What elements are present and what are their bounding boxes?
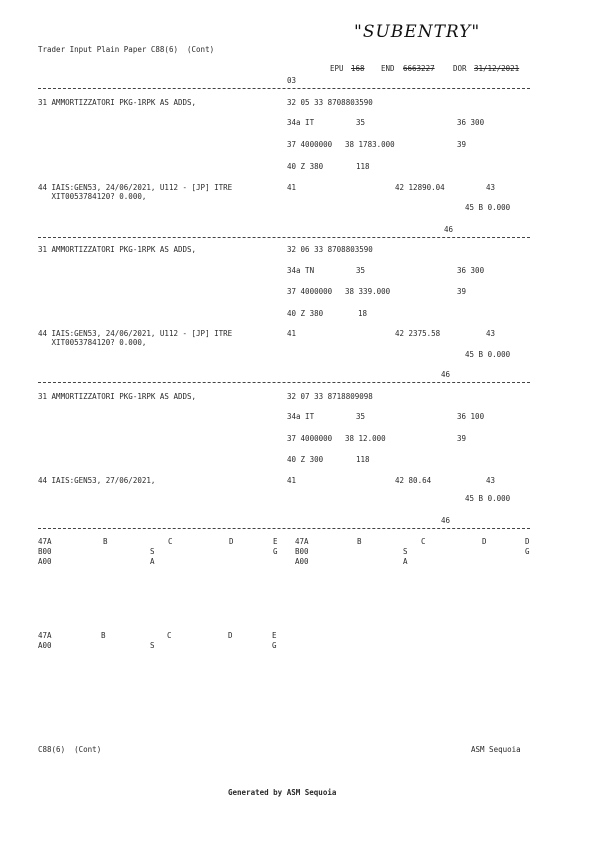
dor-label: DOR [453, 64, 467, 73]
commodity-code: 32 07 33 8718809098 [287, 392, 373, 401]
box-39: 39 [457, 140, 467, 149]
procedure-code: 37 4000000 [287, 140, 333, 149]
box-47-col-b: B [357, 537, 362, 546]
item-price: 42 12890.04 [395, 183, 445, 192]
box-36: 36 100 [457, 412, 485, 421]
box-36: 36 300 [457, 266, 485, 275]
procedure-code: 37 4000000 [287, 434, 333, 443]
additional-info-cont: XIT0053784120? 0.000, [38, 192, 147, 201]
box-39: 39 [457, 287, 467, 296]
net-mass: 38 339.000 [345, 287, 391, 296]
box-47-type: A00 [38, 641, 52, 650]
box-47-label: 47A [38, 537, 52, 546]
additional-info-cont: XIT0053784120? 0.000, [38, 338, 147, 347]
origin-country: 34a IT [287, 412, 315, 421]
net-mass: 38 12.000 [345, 434, 386, 443]
box-47-col-c: C [167, 631, 172, 640]
additional-info: 44 IAIS:GEN53, 24/06/2021, U112 - [JP] ITRE [38, 183, 233, 192]
separator-line [38, 382, 530, 383]
box-45: 45 B 0.000 [465, 203, 511, 212]
box-47-mop: S [150, 641, 155, 650]
box-47-g: G [273, 547, 278, 556]
box-47-type: B00 [38, 547, 52, 556]
form-footer-label: C88(6) (Cont) [38, 745, 102, 754]
origin-country: 34a IT [287, 118, 315, 127]
box-47-col-e: D [525, 537, 530, 546]
commodity-code: 32 06 33 8708803590 [287, 245, 373, 254]
net-mass: 38 1783.000 [345, 140, 395, 149]
generated-by-footer: Generated by ASM Sequoia [228, 788, 337, 797]
box-45: 45 B 0.000 [465, 350, 511, 359]
box-47-mop: S [403, 547, 408, 556]
item-description: 31 AMMORTIZZATORI PKG-1RPK AS ADDS, [38, 245, 197, 254]
box-35: 35 [356, 412, 366, 421]
box-47-mop: A [403, 557, 408, 566]
previous-document: 40 Z 380 [287, 309, 324, 318]
dor-value: 31/12/2021 [474, 64, 520, 73]
box-46: 46 [444, 225, 454, 234]
box-39: 39 [457, 434, 467, 443]
box-47-g: G [525, 547, 530, 556]
previous-document: 40 Z 380 [287, 162, 324, 171]
previous-document-ref: 18 [358, 309, 368, 318]
item-price: 42 2375.58 [395, 329, 441, 338]
field-03: 03 [287, 76, 297, 85]
box-47-col-b: B [103, 537, 108, 546]
end-label: END [381, 64, 395, 73]
box-47-col-d: D [228, 631, 233, 640]
box-46: 46 [441, 370, 451, 379]
box-43: 43 [486, 329, 496, 338]
item-price: 42 80.64 [395, 476, 432, 485]
box-47-col-c: C [421, 537, 426, 546]
page-title: Trader Input Plain Paper C88(6) (Cont) [38, 45, 215, 54]
commodity-code: 32 05 33 8708803590 [287, 98, 373, 107]
epu-value: 168 [351, 64, 365, 73]
box-41: 41 [287, 476, 297, 485]
separator-line [38, 237, 530, 238]
box-47-mop: S [150, 547, 155, 556]
box-47-col-c: C [168, 537, 173, 546]
separator-line [38, 88, 530, 89]
additional-info: 44 IAIS:GEN53, 27/06/2021, [38, 476, 156, 485]
box-46: 46 [441, 516, 451, 525]
box-47-type: A00 [38, 557, 52, 566]
procedure-code: 37 4000000 [287, 287, 333, 296]
box-47-col-e: E [273, 537, 278, 546]
box-45: 45 B 0.000 [465, 494, 511, 503]
previous-document-ref: 118 [356, 162, 370, 171]
handwritten-annotation: "SUBENTRY" [354, 22, 481, 42]
box-47-type: A00 [295, 557, 309, 566]
box-47-type: B00 [295, 547, 309, 556]
previous-document-ref: 118 [356, 455, 370, 464]
box-47-label: 47A [38, 631, 52, 640]
box-41: 41 [287, 183, 297, 192]
box-41: 41 [287, 329, 297, 338]
separator-line [38, 528, 530, 529]
box-47-col-b: B [101, 631, 106, 640]
box-47-col-e: E [272, 631, 277, 640]
box-36: 36 300 [457, 118, 485, 127]
end-value: 6663227 [403, 64, 435, 73]
additional-info: 44 IAIS:GEN53, 24/06/2021, U112 - [JP] ITRE [38, 329, 233, 338]
box-47-g: G [272, 641, 277, 650]
previous-document: 40 Z 300 [287, 455, 324, 464]
box-47-col-d: D [482, 537, 487, 546]
box-43: 43 [486, 183, 496, 192]
box-47-mop: A [150, 557, 155, 566]
origin-country: 34a TN [287, 266, 315, 275]
item-description: 31 AMMORTIZZATORI PKG-1RPK AS ADDS, [38, 98, 197, 107]
epu-label: EPU [330, 64, 344, 73]
box-35: 35 [356, 266, 366, 275]
box-47-col-d: D [229, 537, 234, 546]
box-43: 43 [486, 476, 496, 485]
item-description: 31 AMMORTIZZATORI PKG-1RPK AS ADDS, [38, 392, 197, 401]
box-47-label: 47A [295, 537, 309, 546]
software-name: ASM Sequoia [471, 745, 521, 754]
box-35: 35 [356, 118, 366, 127]
